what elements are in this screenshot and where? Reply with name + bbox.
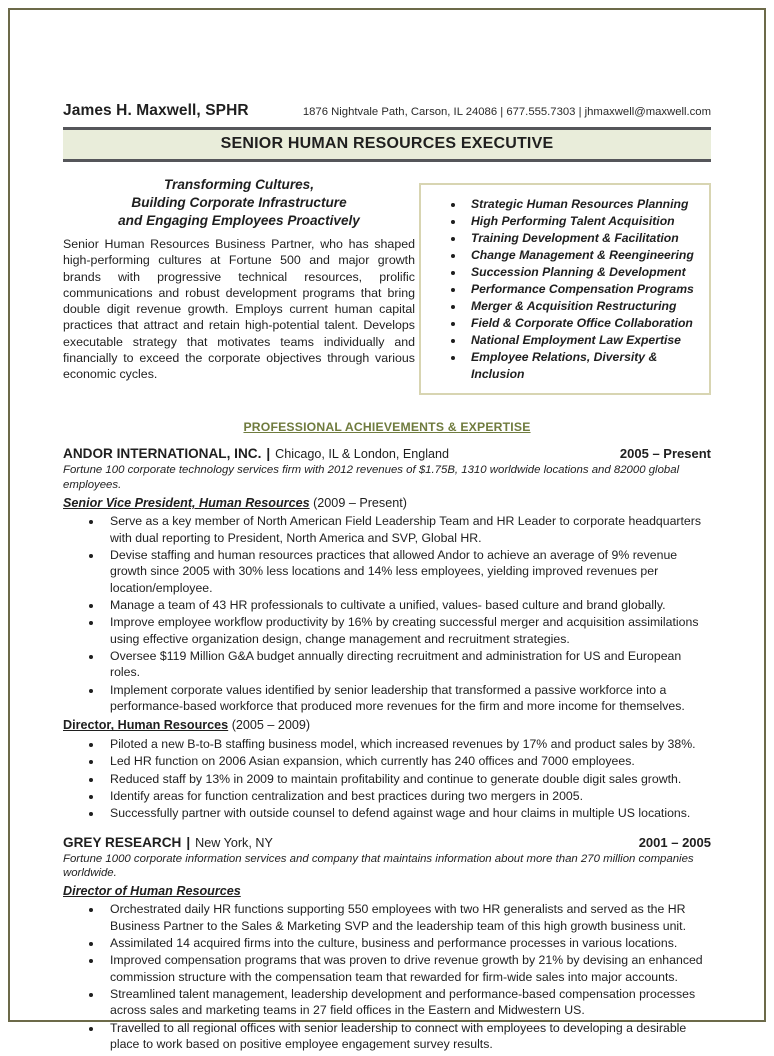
- separator: |: [266, 446, 271, 462]
- role-entry: [63, 495, 711, 714]
- job-header: [63, 446, 711, 461]
- competencies-box: [419, 183, 711, 395]
- roles-list: [63, 883, 711, 1052]
- person-name: James H. Maxwell, SPHR: [63, 102, 249, 119]
- role-bullets: [63, 736, 711, 822]
- experience-list: [63, 446, 711, 1052]
- role-title: Senior Vice President, Human Resources: [63, 495, 310, 510]
- tagline-line: Transforming Cultures,: [163, 177, 315, 192]
- competency-item: • Performance Compensation Programs: [465, 281, 703, 298]
- role-title: Director of Human Resources: [63, 884, 241, 899]
- summary-section: [63, 176, 711, 395]
- job-dates: 2001 – 2005: [638, 834, 711, 850]
- achievement-bullet: • Manage a team of 43 HR professionals to cultivate a unified, values- based culture and brand globally.: [103, 597, 711, 613]
- competency-item: • Training Development & Facilitation: [465, 230, 703, 247]
- competency-item: • National Employment Law Expertise: [465, 332, 703, 349]
- competency-item: • Field & Corporate Office Collaboration: [465, 315, 703, 332]
- contact-info: 1876 Nightvale Path, Carson, IL 24086 | 677.555.7303 | jhmaxwell@maxwell.com: [302, 106, 711, 118]
- summary-paragraph: Senior Human Resources Business Partner, who has shaped high-performing cultures at Fortune 500 and major growth brands with progressive technical resources, prolific communications and robust development programs that bring double digit revenue growth. Employs current human capital practices that attract and retain high-potential talent. Develops executable strategy that motivates teams individually and financially to exceed the corporate objectives through various economic cycles.: [63, 237, 415, 382]
- company-name: GREY RESEARCH: [63, 834, 182, 850]
- competency-item: • Succession Planning & Development: [465, 264, 703, 281]
- section-heading: [63, 418, 711, 436]
- achievement-bullet: • Reduced staff by 13% in 2009 to maintain profitability and continue to generate double digit sales growth.: [103, 771, 711, 787]
- resume-header: [63, 102, 711, 120]
- role-entry: [63, 717, 711, 821]
- competency-item: • Change Management & Reengineering: [465, 247, 703, 264]
- role-entry: [63, 883, 711, 1052]
- achievement-bullet: • Orchestrated daily HR functions supporting 550 employees with two HR generalists and served as the HR Business Partner to the Sales & Marketing SVP and the leadership team of this high growth business unit.: [103, 901, 711, 934]
- resume-content: [63, 0, 711, 1056]
- roles-list: [63, 495, 711, 822]
- separator: |: [186, 834, 191, 850]
- competencies-list: [421, 196, 703, 382]
- role-header: [63, 495, 711, 511]
- achievement-bullet: • Serve as a key member of North American Field Leadership Team and HR Leader to corporate headquarters with dual reporting to President, North America and SVP, Global HR.: [103, 513, 711, 546]
- competency-item: • Strategic Human Resources Planning: [465, 196, 703, 213]
- job-dates: 2005 – Present: [619, 446, 711, 462]
- achievement-bullet: • Successfully partner with outside counsel to defend against wage and hour claims in multiple US locations.: [103, 805, 711, 821]
- achievement-bullet: • Travelled to all regional offices with senior leadership to connect with employees to developing a desirable place to work based on positive employee engagement survey results.: [103, 1020, 711, 1053]
- competency-item: • Employee Relations, Diversity & Inclusion: [465, 349, 703, 383]
- tagline-line: and Engaging Employees Proactively: [118, 213, 360, 229]
- achievement-bullet: • Oversee $119 Million G&A budget annually directing recruitment and administration for US and European roles.: [103, 648, 711, 681]
- achievement-bullet: • Implement corporate values identified by senior leadership that transformed a passive workforce into a performance-based workforce that produced more revenues for the firm and more income for themselves.: [103, 682, 711, 715]
- achievement-bullet: • Improved compensation programs that was proven to drive revenue growth by 21% by devising an enhanced commission structure with the compensation team that rewarded for firm-wide sales into major accounts.: [103, 952, 711, 985]
- section-heading-text: PROFESSIONAL ACHIEVEMENTS & EXPERTISE: [243, 420, 531, 435]
- summary-left-column: [63, 176, 415, 395]
- role-dates: (2005 – 2009): [231, 718, 311, 733]
- role-header: [63, 717, 711, 733]
- achievement-bullet: • Assimilated 14 acquired firms into the culture, business and performance processes in various locations.: [103, 935, 711, 951]
- achievement-bullet: • Identify areas for function centralization and best practices during two mergers in 2005.: [103, 788, 711, 804]
- company-descriptor: Fortune 1000 corporate information services and company that maintains information about more than 270 million companies worldwide.: [63, 852, 694, 879]
- achievement-bullet: • Led HR function on 2006 Asian expansion, which currently has 240 offices and 7000 employees.: [103, 753, 711, 769]
- resume-title: SENIOR HUMAN RESOURCES EXECUTIVE: [220, 135, 554, 152]
- role-title: Director, Human Resources: [63, 718, 229, 733]
- role-header: [63, 883, 711, 899]
- achievement-bullet: • Improve employee workflow productivity by 16% by creating successful merger and acquisition assimilations using effective organization design, change management and recruitment strategies.: [103, 614, 711, 647]
- tagline-line: Building Corporate Infrastructure: [131, 195, 347, 211]
- job-entry: [63, 446, 711, 821]
- achievement-bullet: • Devise staffing and human resources practices that allowed Andor to achieve an average of 9% revenue growth since 2005 with 30% less locations and 14% less employees, yielding improved revenues per location/employee.: [103, 547, 711, 596]
- company-name: ANDOR INTERNATIONAL, INC.: [63, 446, 262, 462]
- company-descriptor: Fortune 100 corporate technology services firm with 2012 revenues of $1.75B, 1310 worldwide locations and 82000 global employees.: [63, 464, 680, 491]
- competency-item: • High Performing Talent Acquisition: [465, 213, 703, 230]
- role-bullets: [63, 513, 711, 714]
- competency-item: • Merger & Acquisition Restructuring: [465, 298, 703, 315]
- achievement-bullet: • Streamlined talent management, leadership development and performance-based compensation processes across sales and marketing teams in 27 field offices in the Eastern and Midwestern US.: [103, 986, 711, 1019]
- company-location: Chicago, IL & London, England: [275, 447, 450, 462]
- tagline: [69, 176, 409, 230]
- job-entry: [63, 835, 711, 1053]
- title-banner: [63, 127, 711, 162]
- role-dates: (2009 – Present): [313, 495, 407, 510]
- achievement-bullet: • Piloted a new B-to-B staffing business model, which increased revenues by 17% and product sales by 38%.: [103, 736, 711, 752]
- job-header: [63, 835, 711, 850]
- company-location: New York, NY: [195, 835, 273, 850]
